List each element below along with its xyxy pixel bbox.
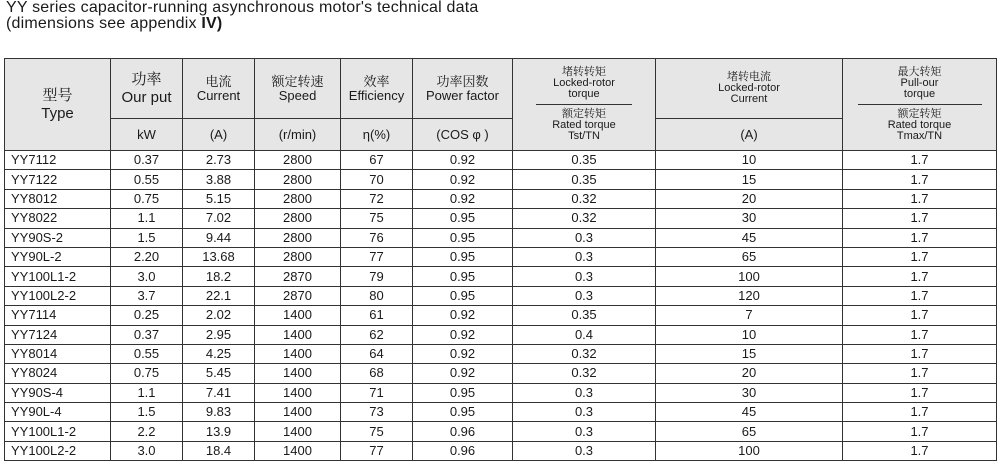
speed-cell: 2870 (255, 267, 341, 286)
locked-current-cell: 15 (656, 170, 843, 189)
locked-torque-cell: 0.35 (513, 306, 656, 325)
header-locked-torque (513, 59, 656, 151)
header-speed-cn: 额定转速 (271, 73, 324, 89)
current-cell: 7.41 (183, 383, 255, 402)
power-cell: 0.37 (111, 325, 183, 344)
locked-torque-cell: 0.3 (513, 267, 656, 286)
max-torque-cell: 1.7 (843, 403, 997, 422)
speed-cell: 1400 (255, 422, 341, 441)
header-max-torque-sub-en: Rated torque (887, 119, 952, 131)
max-torque-cell: 1.7 (843, 151, 997, 170)
locked-torque-cell: 0.32 (513, 209, 656, 228)
speed-cell: 2800 (255, 189, 341, 208)
locked-torque-cell: 0.3 (513, 441, 656, 460)
title-line-2 (6, 16, 479, 32)
current-cell: 7.02 (183, 209, 255, 228)
unit-efficiency: η(%) (341, 119, 413, 151)
unit-power-factor: (COS φ ) (413, 119, 513, 151)
locked-current-cell: 10 (656, 325, 843, 344)
table-row (5, 189, 997, 208)
current-cell: 9.44 (183, 228, 255, 247)
locked-current-cell: 20 (656, 364, 843, 383)
header-max-torque-en2: torque (903, 88, 936, 100)
type-cell: YY8012 (5, 189, 111, 208)
power-cell: 0.75 (111, 189, 183, 208)
table-row (5, 441, 997, 460)
power-factor-cell: 0.95 (413, 209, 513, 228)
max-torque-cell: 1.7 (843, 286, 997, 305)
motor-data-table (4, 58, 997, 461)
efficiency-cell: 71 (341, 383, 413, 402)
header-power-cn: 功率 (131, 70, 162, 88)
current-cell: 13.68 (183, 247, 255, 266)
power-factor-cell: 0.95 (413, 228, 513, 247)
power-factor-cell: 0.95 (413, 247, 513, 266)
current-cell: 18.2 (183, 267, 255, 286)
current-cell: 13.9 (183, 422, 255, 441)
locked-current-cell: 30 (656, 383, 843, 402)
power-factor-cell: 0.95 (413, 267, 513, 286)
power-factor-cell: 0.92 (413, 364, 513, 383)
efficiency-cell: 80 (341, 286, 413, 305)
speed-cell: 2800 (255, 170, 341, 189)
efficiency-cell: 68 (341, 364, 413, 383)
header-locked-current-en2: Current (730, 93, 768, 105)
locked-torque-cell: 0.32 (513, 364, 656, 383)
table-row (5, 306, 997, 325)
type-cell: YY100L2-2 (5, 286, 111, 305)
type-cell: YY8024 (5, 364, 111, 383)
efficiency-cell: 72 (341, 189, 413, 208)
table-body (5, 151, 997, 461)
header-speed-en: Speed (278, 87, 317, 103)
power-cell: 0.25 (111, 306, 183, 325)
locked-current-cell: 20 (656, 189, 843, 208)
current-cell: 22.1 (183, 286, 255, 305)
header-current (183, 59, 255, 119)
header-max-torque (843, 59, 997, 151)
header-locked-torque-en2: torque (568, 88, 600, 100)
header-type (5, 59, 111, 151)
max-torque-cell: 1.7 (843, 441, 997, 460)
locked-torque-cell: 0.3 (513, 247, 656, 266)
header-power-factor-en: Power factor (426, 87, 499, 103)
power-cell: 1.5 (111, 403, 183, 422)
type-cell: YY100L1-2 (5, 422, 111, 441)
power-cell: 1.5 (111, 228, 183, 247)
title-appendix-ref: IV) (201, 15, 223, 32)
header-type-cn: 型号 (42, 86, 73, 104)
max-torque-cell: 1.7 (843, 228, 997, 247)
max-torque-cell: 1.7 (843, 325, 997, 344)
max-torque-cell: 1.7 (843, 344, 997, 363)
table-row (5, 422, 997, 441)
max-torque-cell: 1.7 (843, 364, 997, 383)
header-type-en: Type (41, 104, 74, 122)
locked-current-cell: 65 (656, 247, 843, 266)
speed-cell: 1400 (255, 383, 341, 402)
power-factor-cell: 0.92 (413, 325, 513, 344)
efficiency-cell: 61 (341, 306, 413, 325)
current-cell: 9.83 (183, 403, 255, 422)
speed-cell: 1400 (255, 344, 341, 363)
speed-cell: 2800 (255, 228, 341, 247)
locked-torque-cell: 0.32 (513, 344, 656, 363)
type-cell: YY7122 (5, 170, 111, 189)
table-row (5, 325, 997, 344)
header-divider (536, 104, 632, 105)
header-max-torque-cn: 最大转矩 (897, 66, 942, 78)
header-power-factor-cn: 功率因数 (436, 73, 489, 89)
header-locked-current (656, 59, 843, 119)
table-row (5, 383, 997, 402)
max-torque-cell: 1.7 (843, 422, 997, 441)
power-factor-cell: 0.92 (413, 170, 513, 189)
type-cell: YY7124 (5, 325, 111, 344)
table-row (5, 247, 997, 266)
max-torque-cell: 1.7 (843, 383, 997, 402)
max-torque-cell: 1.7 (843, 189, 997, 208)
header-locked-torque-cn: 堵转转矩 (562, 66, 606, 78)
current-cell: 18.4 (183, 441, 255, 460)
efficiency-cell: 77 (341, 441, 413, 460)
efficiency-cell: 79 (341, 267, 413, 286)
locked-current-cell: 30 (656, 209, 843, 228)
header-efficiency (341, 59, 413, 119)
locked-current-cell: 45 (656, 403, 843, 422)
unit-speed: (r/min) (255, 119, 341, 151)
title-line-2-text: (dimensions see appendix (6, 15, 202, 32)
table-row (5, 364, 997, 383)
power-cell: 0.55 (111, 344, 183, 363)
header-locked-torque-sub-cn: 额定转矩 (562, 108, 606, 120)
header-power-en: Our put (121, 88, 172, 106)
header-efficiency-en: Efficiency (348, 87, 405, 103)
unit-power: kW (111, 119, 183, 151)
max-torque-cell: 1.7 (843, 247, 997, 266)
header-efficiency-cn: 效率 (363, 73, 390, 89)
locked-torque-cell: 0.4 (513, 325, 656, 344)
max-torque-cell: 1.7 (843, 306, 997, 325)
speed-cell: 2800 (255, 151, 341, 170)
header-speed (255, 59, 341, 119)
speed-cell: 1400 (255, 306, 341, 325)
power-cell: 2.20 (111, 247, 183, 266)
header-locked-current-cn: 堵转电流 (727, 71, 771, 83)
efficiency-cell: 76 (341, 228, 413, 247)
current-cell: 5.15 (183, 189, 255, 208)
speed-cell: 1400 (255, 441, 341, 460)
speed-cell: 2800 (255, 247, 341, 266)
speed-cell: 1400 (255, 403, 341, 422)
locked-torque-cell: 0.3 (513, 286, 656, 305)
max-torque-cell: 1.7 (843, 170, 997, 189)
document-title (6, 0, 479, 32)
power-factor-cell: 0.95 (413, 286, 513, 305)
current-cell: 2.73 (183, 151, 255, 170)
current-cell: 3.88 (183, 170, 255, 189)
type-cell: YY90S-4 (5, 383, 111, 402)
locked-current-cell: 100 (656, 267, 843, 286)
power-cell: 2.2 (111, 422, 183, 441)
locked-current-cell: 10 (656, 151, 843, 170)
unit-current: (A) (183, 119, 255, 151)
efficiency-cell: 75 (341, 209, 413, 228)
efficiency-cell: 67 (341, 151, 413, 170)
locked-current-cell: 65 (656, 422, 843, 441)
header-power-factor (413, 59, 513, 119)
speed-cell: 2870 (255, 286, 341, 305)
locked-torque-cell: 0.3 (513, 403, 656, 422)
type-cell: YY90L-2 (5, 247, 111, 266)
power-factor-cell: 0.92 (413, 151, 513, 170)
current-cell: 5.45 (183, 364, 255, 383)
title-line-1: YY series capacitor-running asynchronous motor's technical data (6, 0, 479, 16)
type-cell: YY8014 (5, 344, 111, 363)
locked-torque-cell: 0.35 (513, 151, 656, 170)
locked-torque-cell: 0.3 (513, 422, 656, 441)
power-cell: 3.0 (111, 441, 183, 460)
speed-cell: 1400 (255, 364, 341, 383)
efficiency-cell: 77 (341, 247, 413, 266)
type-cell: YY7112 (5, 151, 111, 170)
power-factor-cell: 0.92 (413, 306, 513, 325)
header-current-en: Current (196, 87, 241, 103)
locked-current-cell: 100 (656, 441, 843, 460)
header-locked-torque-en1: Locked-rotor (553, 77, 615, 89)
current-cell: 4.25 (183, 344, 255, 363)
power-cell: 0.55 (111, 170, 183, 189)
current-cell: 2.02 (183, 306, 255, 325)
speed-cell: 1400 (255, 325, 341, 344)
power-factor-cell: 0.92 (413, 189, 513, 208)
locked-current-cell: 45 (656, 228, 843, 247)
power-factor-cell: 0.92 (413, 344, 513, 363)
header-locked-torque-unit: Tst/TN (568, 130, 600, 142)
locked-torque-cell: 0.3 (513, 228, 656, 247)
power-cell: 0.75 (111, 364, 183, 383)
efficiency-cell: 64 (341, 344, 413, 363)
table-row (5, 170, 997, 189)
power-cell: 0.37 (111, 151, 183, 170)
current-cell: 2.95 (183, 325, 255, 344)
speed-cell: 2800 (255, 209, 341, 228)
header-max-torque-sub-cn: 额定转矩 (897, 108, 942, 120)
locked-torque-cell: 0.35 (513, 170, 656, 189)
type-cell: YY90L-4 (5, 403, 111, 422)
max-torque-cell: 1.7 (843, 209, 997, 228)
header-divider (858, 104, 982, 105)
table-row (5, 151, 997, 170)
header-max-torque-en1: Pull-our (900, 77, 939, 89)
type-cell: YY100L1-2 (5, 267, 111, 286)
power-cell: 1.1 (111, 383, 183, 402)
table-row (5, 344, 997, 363)
table-row (5, 228, 997, 247)
table-row (5, 403, 997, 422)
locked-current-cell: 7 (656, 306, 843, 325)
locked-current-cell: 15 (656, 344, 843, 363)
power-cell: 1.1 (111, 209, 183, 228)
efficiency-cell: 70 (341, 170, 413, 189)
max-torque-cell: 1.7 (843, 267, 997, 286)
header-locked-torque-sub-en: Rated torque (552, 119, 616, 131)
power-cell: 3.7 (111, 286, 183, 305)
table-row (5, 209, 997, 228)
efficiency-cell: 73 (341, 403, 413, 422)
header-max-torque-unit: Tmax/TN (896, 130, 943, 142)
header-power (111, 59, 183, 119)
table-row (5, 286, 997, 305)
table-row (5, 267, 997, 286)
power-factor-cell: 0.95 (413, 383, 513, 402)
header-locked-current-en1: Locked-rotor (718, 82, 780, 94)
locked-current-cell: 120 (656, 286, 843, 305)
locked-torque-cell: 0.32 (513, 189, 656, 208)
locked-torque-cell: 0.3 (513, 383, 656, 402)
efficiency-cell: 75 (341, 422, 413, 441)
power-factor-cell: 0.96 (413, 422, 513, 441)
unit-locked-current: (A) (656, 119, 843, 151)
type-cell: YY8022 (5, 209, 111, 228)
header-current-cn: 电流 (205, 73, 232, 89)
efficiency-cell: 62 (341, 325, 413, 344)
power-factor-cell: 0.95 (413, 403, 513, 422)
type-cell: YY7114 (5, 306, 111, 325)
power-cell: 3.0 (111, 267, 183, 286)
type-cell: YY90S-2 (5, 228, 111, 247)
type-cell: YY100L2-2 (5, 441, 111, 460)
power-factor-cell: 0.96 (413, 441, 513, 460)
